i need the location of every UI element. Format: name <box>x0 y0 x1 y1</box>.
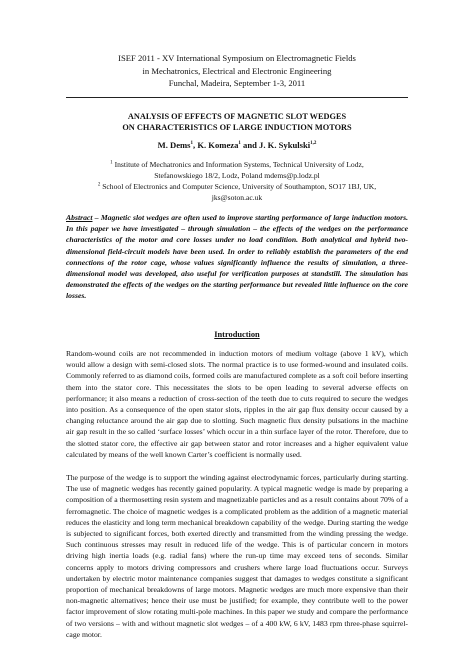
author-3: and J. K. Sykulski <box>240 140 311 150</box>
author-1-affil: 1 <box>190 141 194 147</box>
affiliation-1-line-1: Institute of Mechatronics and Information Systems, Technical University of Lodz, <box>112 160 364 169</box>
conference-line-2: in Mechatronics, Electrical and Electronic Engineering <box>142 65 332 76</box>
title-line-2: ON CHARACTERISTICS OF LARGE INDUCTION MOTORS <box>122 123 352 133</box>
abstract-label: Abstract <box>66 213 93 222</box>
affiliations <box>66 159 408 203</box>
affiliation-1-mark: 1 <box>110 160 113 166</box>
affiliation-2-line-1: School of Electronics and Computer Science, University of Southampton, SO17 1BJ, UK, <box>100 182 377 191</box>
header-rule <box>66 97 408 98</box>
abstract <box>66 212 408 302</box>
abstract-text: – Magnetic slot wedges are often used to improve starting performance of large induction motors. In this paper we have investigated – through simulation – the effects of the wedges on the performance characteristics of the motor and core losses under no load condition. Both analytical and hybrid two-dimensional field-circuit models have been used. In order to reliably establish the parameters of the end connections of the rotor cage, whose values significantly influence the results of simulation, a three-dimensional model was developed, also useful for verification purposes at standstill. The simulation has demonstrated the effects of the wedges on the starting performance but revealed little influence on the core losses. <box>66 213 408 301</box>
affiliation-2 <box>66 181 408 192</box>
conference-line-1: ISEF 2011 - XV International Symposium on Electromagnetic Fields <box>118 53 356 63</box>
paper-title <box>66 111 408 134</box>
intro-paragraph-2: The purpose of the wedge is to support the winding against electrodynamic forces, particularly during starting. The use of magnetic wedges has recently gained popularity. A typical magnetic wedge is made by preparing a composition of a thermosetting resin system and magnetizable particles and as a result contains about 70% of a ferromagnetic. The choice of magnetic wedges is a complicated problem as the addition of a magnetic material reduces the elasticity and long term mechanical breakdown capability of the wedge. During starting the wedge is subjected to significant forces, both exerted directly and transmitted from the winding pressing the wedge. Such continuous stresses may result in reduced life of the wedge. This is of particular concern in motors driving high inertia loads (e.g. radial fans) where the run-up time may exceed tens of seconds. Similar concerns apply to motors driving compressors and crushers where large load fluctuations occur. Surveys undertaken by electric motor maintenance companies suggest that damages to wedges constitute a significant proportion of mechanical breakdowns of large motors. Magnetic wedges are much more expensive than their non-magnetic alternatives; hence their use must be justified; for example, they contribute well to the power factor improvement of slow rotating multi-pole machines. In this paper we study and compare the performance of two versions – with and without magnetic slot wedges – of a 400 kW, 6 kV, 1483 rpm three-phase squirrel-cage motor. <box>66 473 408 639</box>
author-3-affil: 1,2 <box>310 141 317 147</box>
affiliation-1 <box>66 159 408 170</box>
affiliation-1-line-2: Stefanowskiego 18/2, Lodz, Poland mdems@p.lodz.pl <box>154 171 320 180</box>
title-line-1: ANALYSIS OF EFFECTS OF MAGNETIC SLOT WEDGES <box>127 112 347 121</box>
intro-paragraph-1: Random-wound coils are not recommended in induction motors of medium voltage (above 1 kV), which would allow a design with semi-closed slots. The normal practice is to use formed-wound and insulated coils. Commonly referred to as diamond coils, formed coils are manufactured complete as a soft coil before inserting them into the stator core. This necessitates the slots to be open leading to several adverse effects on performance; it also means a reduction of cross-section of the teeth due to cuts required to secure the wedges into position. As a consequence of the open stator slots, ripples in the air gap flux density occur caused by a changing reluctance around the air gap due to slotting. Such magnetic flux density pulsations in the machine air gap result in the so called ‘surface losses’ which occur in a thin surface layer of the rotor. Therefore, due to the slotted stator core, the effective air gap between stator and rotor increases and a higher equivalent value calculated by means of the well known Carter’s coefficient is normally used. <box>66 349 408 459</box>
affiliation-2-line-2: jks@soton.ac.uk <box>211 193 263 202</box>
affiliation-2-mark: 2 <box>97 182 101 188</box>
conference-line-3: Funchal, Madeira, September 1-3, 2011 <box>168 78 306 89</box>
conference-header <box>66 52 408 90</box>
author-2: , K. Komeza <box>193 140 239 150</box>
section-heading-introduction: Introduction <box>214 330 260 339</box>
author-1: M. Dems <box>157 140 191 150</box>
author-list <box>66 140 408 150</box>
author-2-affil: 1 <box>238 141 241 147</box>
